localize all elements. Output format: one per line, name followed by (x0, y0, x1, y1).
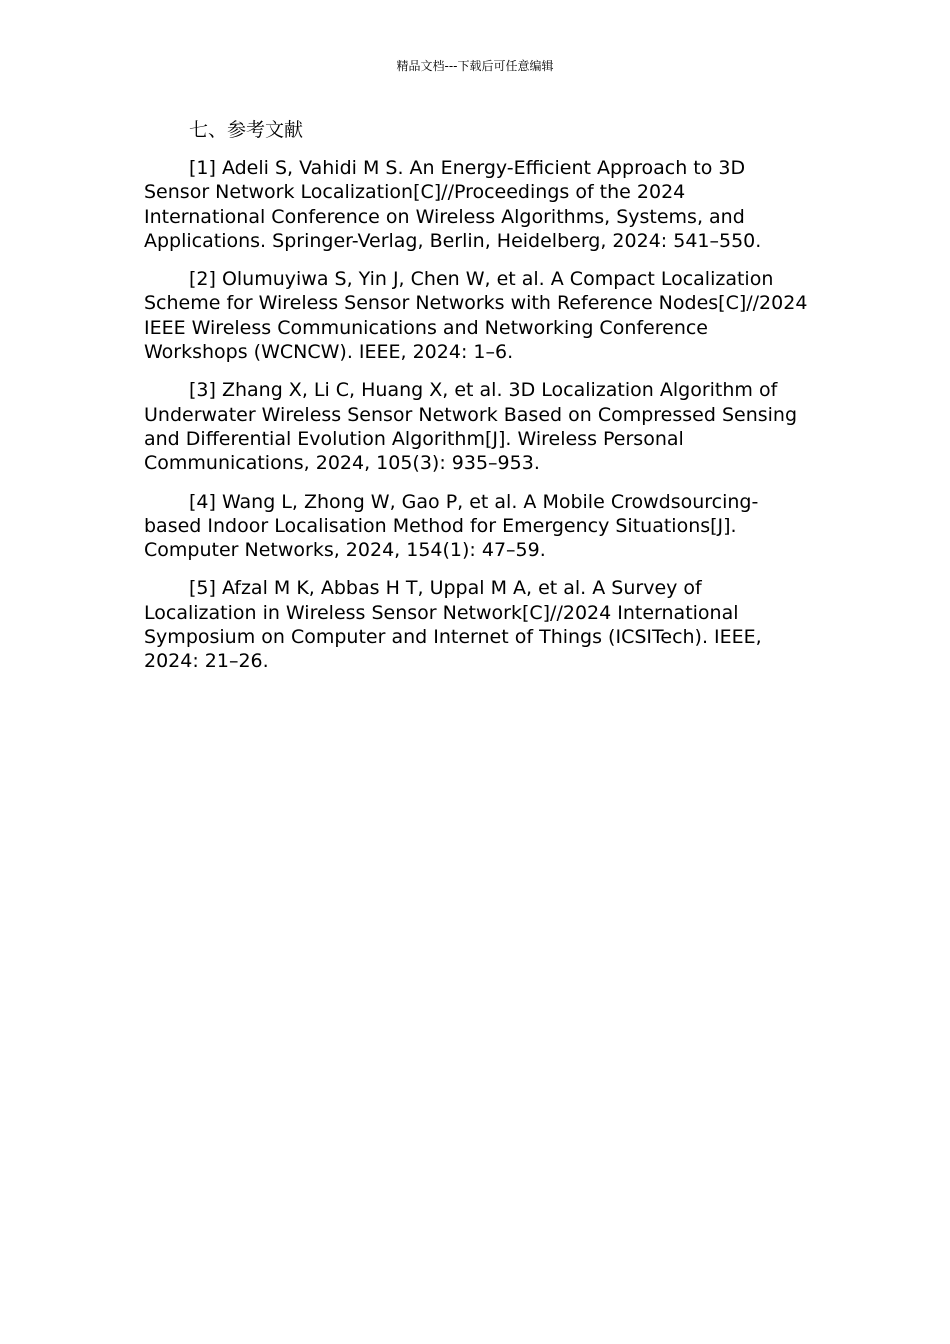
page-header: 精品文档---下载后可任意编辑 (396, 59, 554, 73)
reference-item-3: [3] Zhang X, Li C, Huang X, et al. 3D Localization Algorithm of Underwater Wireless Sensor Network Based on Compressed Sensing and Differential Evolution Algorithm[J]. Wireless Personal Communications, 2024, 105(3): 935–953. (144, 379, 798, 475)
section-heading-references: 七、参考文献 (189, 119, 304, 141)
reference-list (144, 156, 808, 674)
reference-item-2: [2] Olumuyiwa S, Yin J, Chen W, et al. A Compact Localization Scheme for Wireless Sensor Networks with Reference Nodes[C]//2024 IEEE Wireless Communications and Networking Conference Workshops (WCNCW). IEEE, 2024: 1–6. (144, 268, 808, 364)
document-body (144, 118, 808, 688)
reference-item-4: [4] Wang L, Zhong W, Gao P, et al. A Mobile Crowdsourcing-based Indoor Localisation Method for Emergency Situations[J]. Computer Networks, 2024, 154(1): 47–59. (144, 490, 759, 562)
reference-item-1: [1] Adeli S, Vahidi M S. An Energy-Efficient Approach to 3D Sensor Network Localization[C]//Proceedings of the 2024 International Conference on Wireless Algorithms, Systems, and Applications. Springer-Verlag, Berlin, Heidelberg, 2024: 541–550. (144, 157, 762, 252)
reference-item-5: [5] Afzal M K, Abbas H T, Uppal M A, et al. A Survey of Localization in Wireless Sensor Network[C]//2024 International Symposium on Computer and Internet of Things (ICSITech). IEEE, 2024: 21–26. (144, 577, 762, 673)
